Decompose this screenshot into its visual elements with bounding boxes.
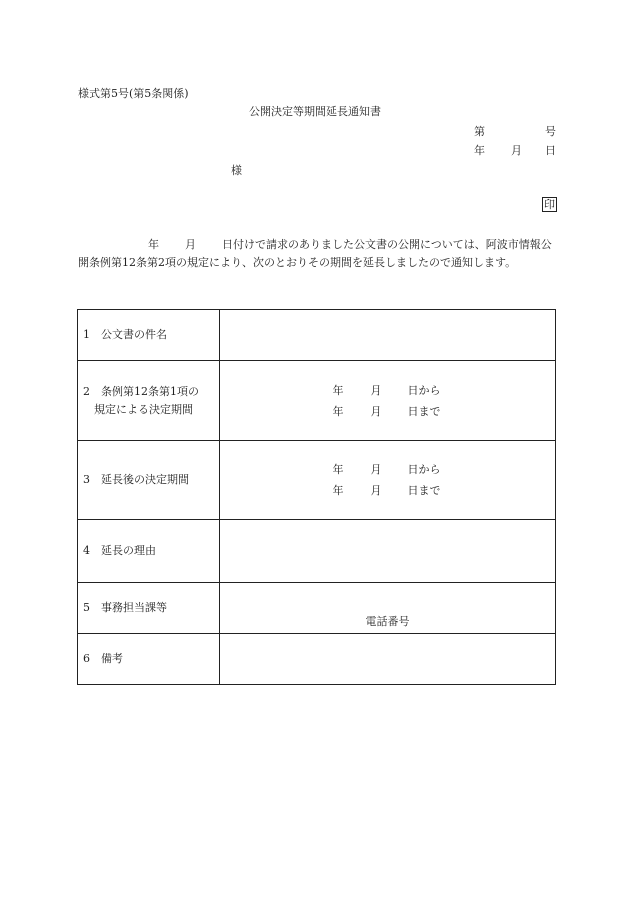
period-from: 日から	[407, 463, 441, 476]
seal-mark: 印	[544, 198, 555, 211]
body-month: 月	[185, 238, 196, 251]
table-row	[78, 441, 556, 520]
period-month: 月	[370, 404, 382, 418]
period-from: 日から	[407, 383, 441, 397]
phone-number-label: 電話番号	[365, 615, 410, 628]
decision-period-field	[220, 361, 556, 441]
document-title-field	[220, 310, 556, 361]
issue-date-day: 日	[545, 144, 556, 157]
document-title: 公開決定等期間延長通知書	[249, 105, 381, 118]
period-to-line	[333, 401, 443, 422]
extended-period-field	[220, 441, 556, 520]
table-row	[78, 520, 556, 583]
body-year: 年	[148, 238, 159, 251]
reference-number-suffix: 号	[545, 125, 556, 138]
form-number: 様式第5号(第5条関係)	[78, 87, 189, 100]
reference-number	[474, 123, 556, 139]
table-row	[78, 361, 556, 441]
body-paragraph	[78, 236, 556, 272]
reference-number-prefix: 第	[474, 125, 485, 138]
period-to: 日まで	[407, 404, 441, 418]
period-year: 年	[332, 463, 344, 476]
details-table	[77, 309, 556, 685]
row-label-line: 規定による決定期間	[94, 402, 193, 416]
row-label-document-title: 1 公文書の件名	[78, 310, 220, 361]
period-year: 年	[332, 383, 344, 397]
row-label-decision-period	[78, 361, 220, 441]
period-from-line	[333, 459, 443, 480]
period-from-line	[333, 380, 443, 401]
issue-date-month: 月	[511, 144, 522, 157]
table-row	[78, 583, 556, 634]
body-text: 日付けで請求のありました公文書の公開については、阿波市情報公開条例第12条第2項の規定により、次のとおりその期間を延長しましたので通知します。	[78, 238, 552, 269]
row-label-extension-reason: 4 延長の理由	[78, 520, 220, 583]
remarks-field	[220, 634, 556, 685]
extension-reason-field	[220, 520, 556, 583]
addressee: 様	[231, 164, 242, 177]
period-year: 年	[332, 484, 344, 497]
period-to: 日まで	[407, 484, 441, 497]
row-label-responsible-section: 5 事務担当課等	[78, 583, 220, 634]
period-month: 月	[370, 463, 382, 476]
issue-date-year: 年	[474, 144, 485, 157]
row-label-remarks: 6 備考	[78, 634, 220, 685]
issue-date	[474, 142, 556, 158]
period-to-line	[333, 480, 443, 501]
row-label-line: 2 条例第12条第1項の	[83, 384, 199, 398]
responsible-section-field	[220, 583, 556, 634]
row-label-extended-period: 3 延長後の決定期間	[78, 441, 220, 520]
table-row	[78, 310, 556, 361]
period-month: 月	[370, 484, 382, 497]
period-month: 月	[370, 383, 382, 397]
period-year: 年	[332, 404, 344, 418]
table-row	[78, 634, 556, 685]
